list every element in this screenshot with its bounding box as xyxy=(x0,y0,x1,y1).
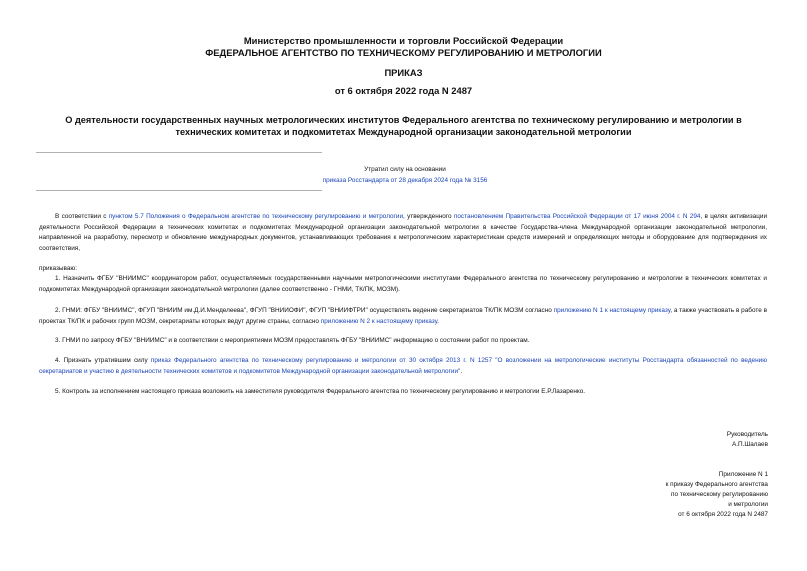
doc-type: ПРИКАЗ xyxy=(384,67,423,78)
appendix-line-4: и метрологии xyxy=(728,500,768,508)
agency-name: ФЕДЕРАЛЬНОЕ АГЕНТСТВО ПО ТЕХНИЧЕСКОМУ РЕГУЛИРОВАНИЮ И МЕТРОЛОГИИ xyxy=(205,47,602,58)
signer-name: А.П.Шалаев xyxy=(731,440,768,448)
ministry-name: Министерство промышленности и торговли Российской Федерации xyxy=(243,35,564,46)
appendix-line-2: к приказу Федерального агентства xyxy=(665,480,768,488)
appendix-line-1: Приложение N 1 xyxy=(718,471,768,478)
appendix-2-link[interactable]: приложению N 2 к настоящему приказу xyxy=(320,317,438,325)
divider-bottom xyxy=(36,190,322,191)
appendix-line-3: по техническому регулированию xyxy=(671,490,768,498)
repealed-order-link[interactable]: приказ Федерального агентства по техническому регулированию и метрологии от 30 октября 2013 г. N 1257 "О возложении на метрологические институты Росстандарта обязанностей по ведению секретариатов и участию в деятельности технических комитетов и подкомитетов Международной организации законодательной метрологии" xyxy=(39,357,767,375)
document-title: О деятельности государственных научных метрологических институтов Федерального агентства по техническому регулированию и метрологии в технических комитетах и подкомитетах Международной организации законодательной метрологии xyxy=(65,115,742,137)
signer-role: Руководитель xyxy=(726,431,768,438)
clause-1: 1. Назначить ФГБУ "ВНИИМС" координатором работ, осуществляемых государственными научными метрологическими институтами Федерального агентства по техническому регулированию и метрологии в технических комитетах и подкомитетах Международной организации законодательной метрологии (далее соответственно - ГНМИ, ТК/ПК, МОЗМ). xyxy=(39,275,767,293)
lost-force-link[interactable]: приказа Росстандарта от 28 декабря 2024 года № 3156 xyxy=(322,177,488,184)
appendix-line-5: от 6 октября 2022 года N 2487 xyxy=(678,510,768,518)
lost-force-note xyxy=(300,164,510,186)
signature-block xyxy=(727,430,768,449)
lost-force-text: Утратил силу на основании xyxy=(364,166,446,173)
appendix-1-link[interactable]: приложению N 1 к настоящему приказу xyxy=(553,307,671,314)
clause-5: 5. Контроль за исполнением настоящего приказа возложить на заместителя руководителя Федерального агентства по техническому регулированию и метрологии Е.Р.Лазаренко. xyxy=(55,388,586,395)
appendix-header xyxy=(666,470,768,520)
preamble-paragraph: В соответствии с пунктом 5.7 Положения о Федеральном агентстве по техническому регулированию и метрологии, утвержденного постановлением Правительства Российской Федерации от 17 июня 2004 г. N 294, в целях активизации деятельности Российской Федерации в технических комитетах и подкомитетах Международной организации законодательной метрологии в качестве Государства-члена Международной организации законодательной метрологии, направленной на разработку, пересмотр и обновление международных документов, устанавливающих требования к метрологическим характеристикам средств измерений и определяющих методы и оборудование для подтверждения их соответствия, xyxy=(39,213,768,252)
clause-3: 3. ГНМИ по запросу ФГБУ "ВНИИМС" и в соответствии с мероприятиями МОЗМ предоставлять ФГБУ "ВНИИМС" информацию о состоянии работ по проектам. xyxy=(55,337,530,344)
clause-2: 2. ГНМИ: ФГБУ "ВНИИМС", ФГУП "ВНИИМ им.Д.И.Менделеева", ФГУП "ВНИИОФИ", ФГУП "ВНИИФТРИ" осуществлять ведение секретариатов ТК/ПК МОЗМ согласно приложению N 1 к настоящему приказу, а также участвовать в работе в проектах ТК/ПК и рабочих групп МОЗМ, секретариаты которых ведут другие страны, согласно приложению N 2 к настоящему приказу. xyxy=(39,307,767,325)
government-decree-link[interactable]: постановлением Правительства Российской Федерации от 17 июня 2004 г. N 294 xyxy=(453,213,701,220)
divider-top xyxy=(36,152,322,153)
order-word: приказываю: xyxy=(39,265,77,272)
doc-date-number: от 6 октября 2022 года N 2487 xyxy=(334,85,473,96)
clause-4: 4. Признать утратившим силу приказ Федерального агентства по техническому регулированию и метрологии от 30 октября 2013 г. N 1257 "О возложении на метрологические институты Росстандарта обязанностей по ведению секретариатов и участию в деятельности технических комитетов и подкомитетов Международной организации законодательной метрологии". xyxy=(39,357,767,375)
regulation-link[interactable]: пунктом 5.7 Положения о Федеральном агентстве по техническому регулированию и метрологии xyxy=(108,213,404,220)
